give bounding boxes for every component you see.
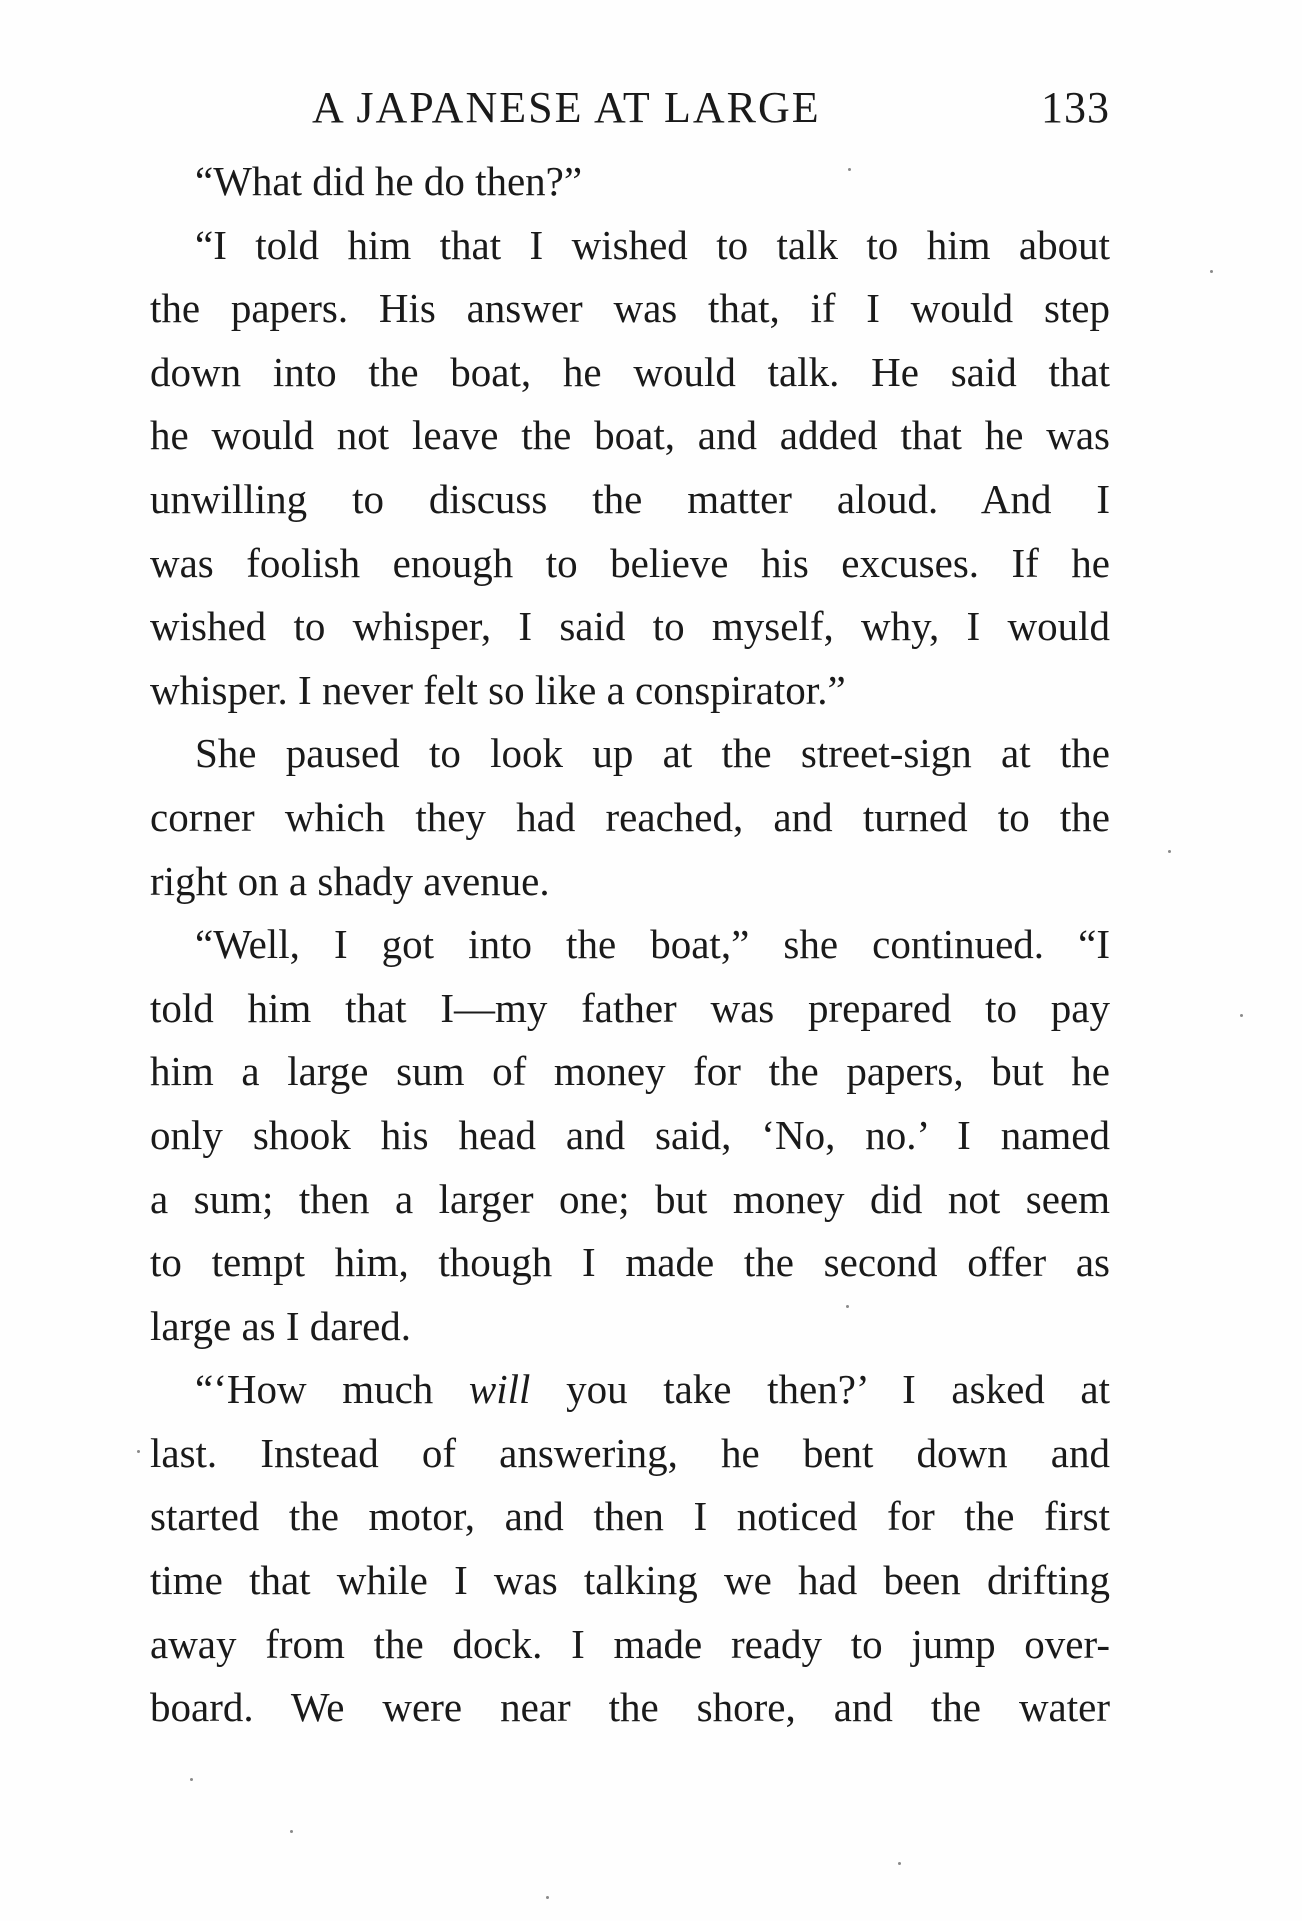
- text-line: down into the boat, he would talk. He said that: [150, 348, 1110, 395]
- text-line: whisper. I never felt so like a conspirator.”: [150, 666, 846, 713]
- text-line: She paused to look up at the street-sign at the: [195, 730, 1110, 777]
- scan-speck: [546, 1896, 549, 1899]
- text-line: he would not leave the boat, and added that he was: [150, 412, 1110, 459]
- scan-speck: [846, 1305, 849, 1308]
- text-line: unwilling to discuss the matter aloud. And I: [150, 475, 1110, 522]
- text-line: right on a shady avenue.: [150, 857, 550, 904]
- text-line: time that while I was talking we had been drifting: [150, 1557, 1110, 1604]
- scan-speck: [1168, 850, 1171, 853]
- scan-speck: [137, 1450, 140, 1453]
- text-line: large as I dared.: [150, 1302, 412, 1349]
- text-line: him a large sum of money for the papers, but he: [150, 1048, 1110, 1095]
- text-line: started the motor, and then I noticed for the first: [150, 1493, 1110, 1540]
- scan-speck: [190, 1778, 193, 1781]
- text-line: “I told him that I wished to talk to him about: [195, 221, 1110, 268]
- scan-speck: [1240, 1014, 1243, 1017]
- scan-speck: [898, 1862, 901, 1865]
- text-line: “Well, I got into the boat,” she continued. “I: [195, 921, 1110, 968]
- text-line: wished to whisper, I said to myself, why, I would: [150, 603, 1110, 650]
- text-line: [150, 1358, 1110, 1422]
- text-segment: you take then?’ I asked at: [530, 1366, 1110, 1413]
- text-line: corner which they had reached, and turned to the: [150, 793, 1110, 840]
- text-line: to tempt him, though I made the second offer as: [150, 1239, 1110, 1286]
- scan-speck: [1210, 270, 1213, 273]
- text-line: “What did he do then?”: [195, 158, 583, 204]
- text-line: last. Instead of answering, he bent down and: [150, 1429, 1110, 1476]
- text-line: told him that I—my father was prepared to pay: [150, 984, 1110, 1031]
- italic-emphasis: will: [468, 1366, 531, 1413]
- text-line: only shook his head and said, ‘No, no.’ I named: [150, 1111, 1110, 1158]
- body-text: [150, 150, 1110, 1740]
- scan-speck: [290, 1830, 293, 1833]
- text-line: was foolish enough to believe his excuses. If he: [150, 539, 1110, 586]
- running-head: [150, 82, 1110, 142]
- running-title: A JAPANESE AT LARGE: [312, 83, 821, 132]
- text-line: board. We were near the shore, and the water: [150, 1684, 1110, 1731]
- text-line: away from the dock. I made ready to jump over-: [150, 1620, 1110, 1667]
- text-line: the papers. His answer was that, if I would step: [150, 285, 1110, 332]
- scan-speck: [848, 168, 851, 171]
- text-line: a sum; then a larger one; but money did not seem: [150, 1175, 1110, 1222]
- text-segment: “‘How much: [195, 1366, 469, 1413]
- page-number: 133: [1041, 83, 1110, 132]
